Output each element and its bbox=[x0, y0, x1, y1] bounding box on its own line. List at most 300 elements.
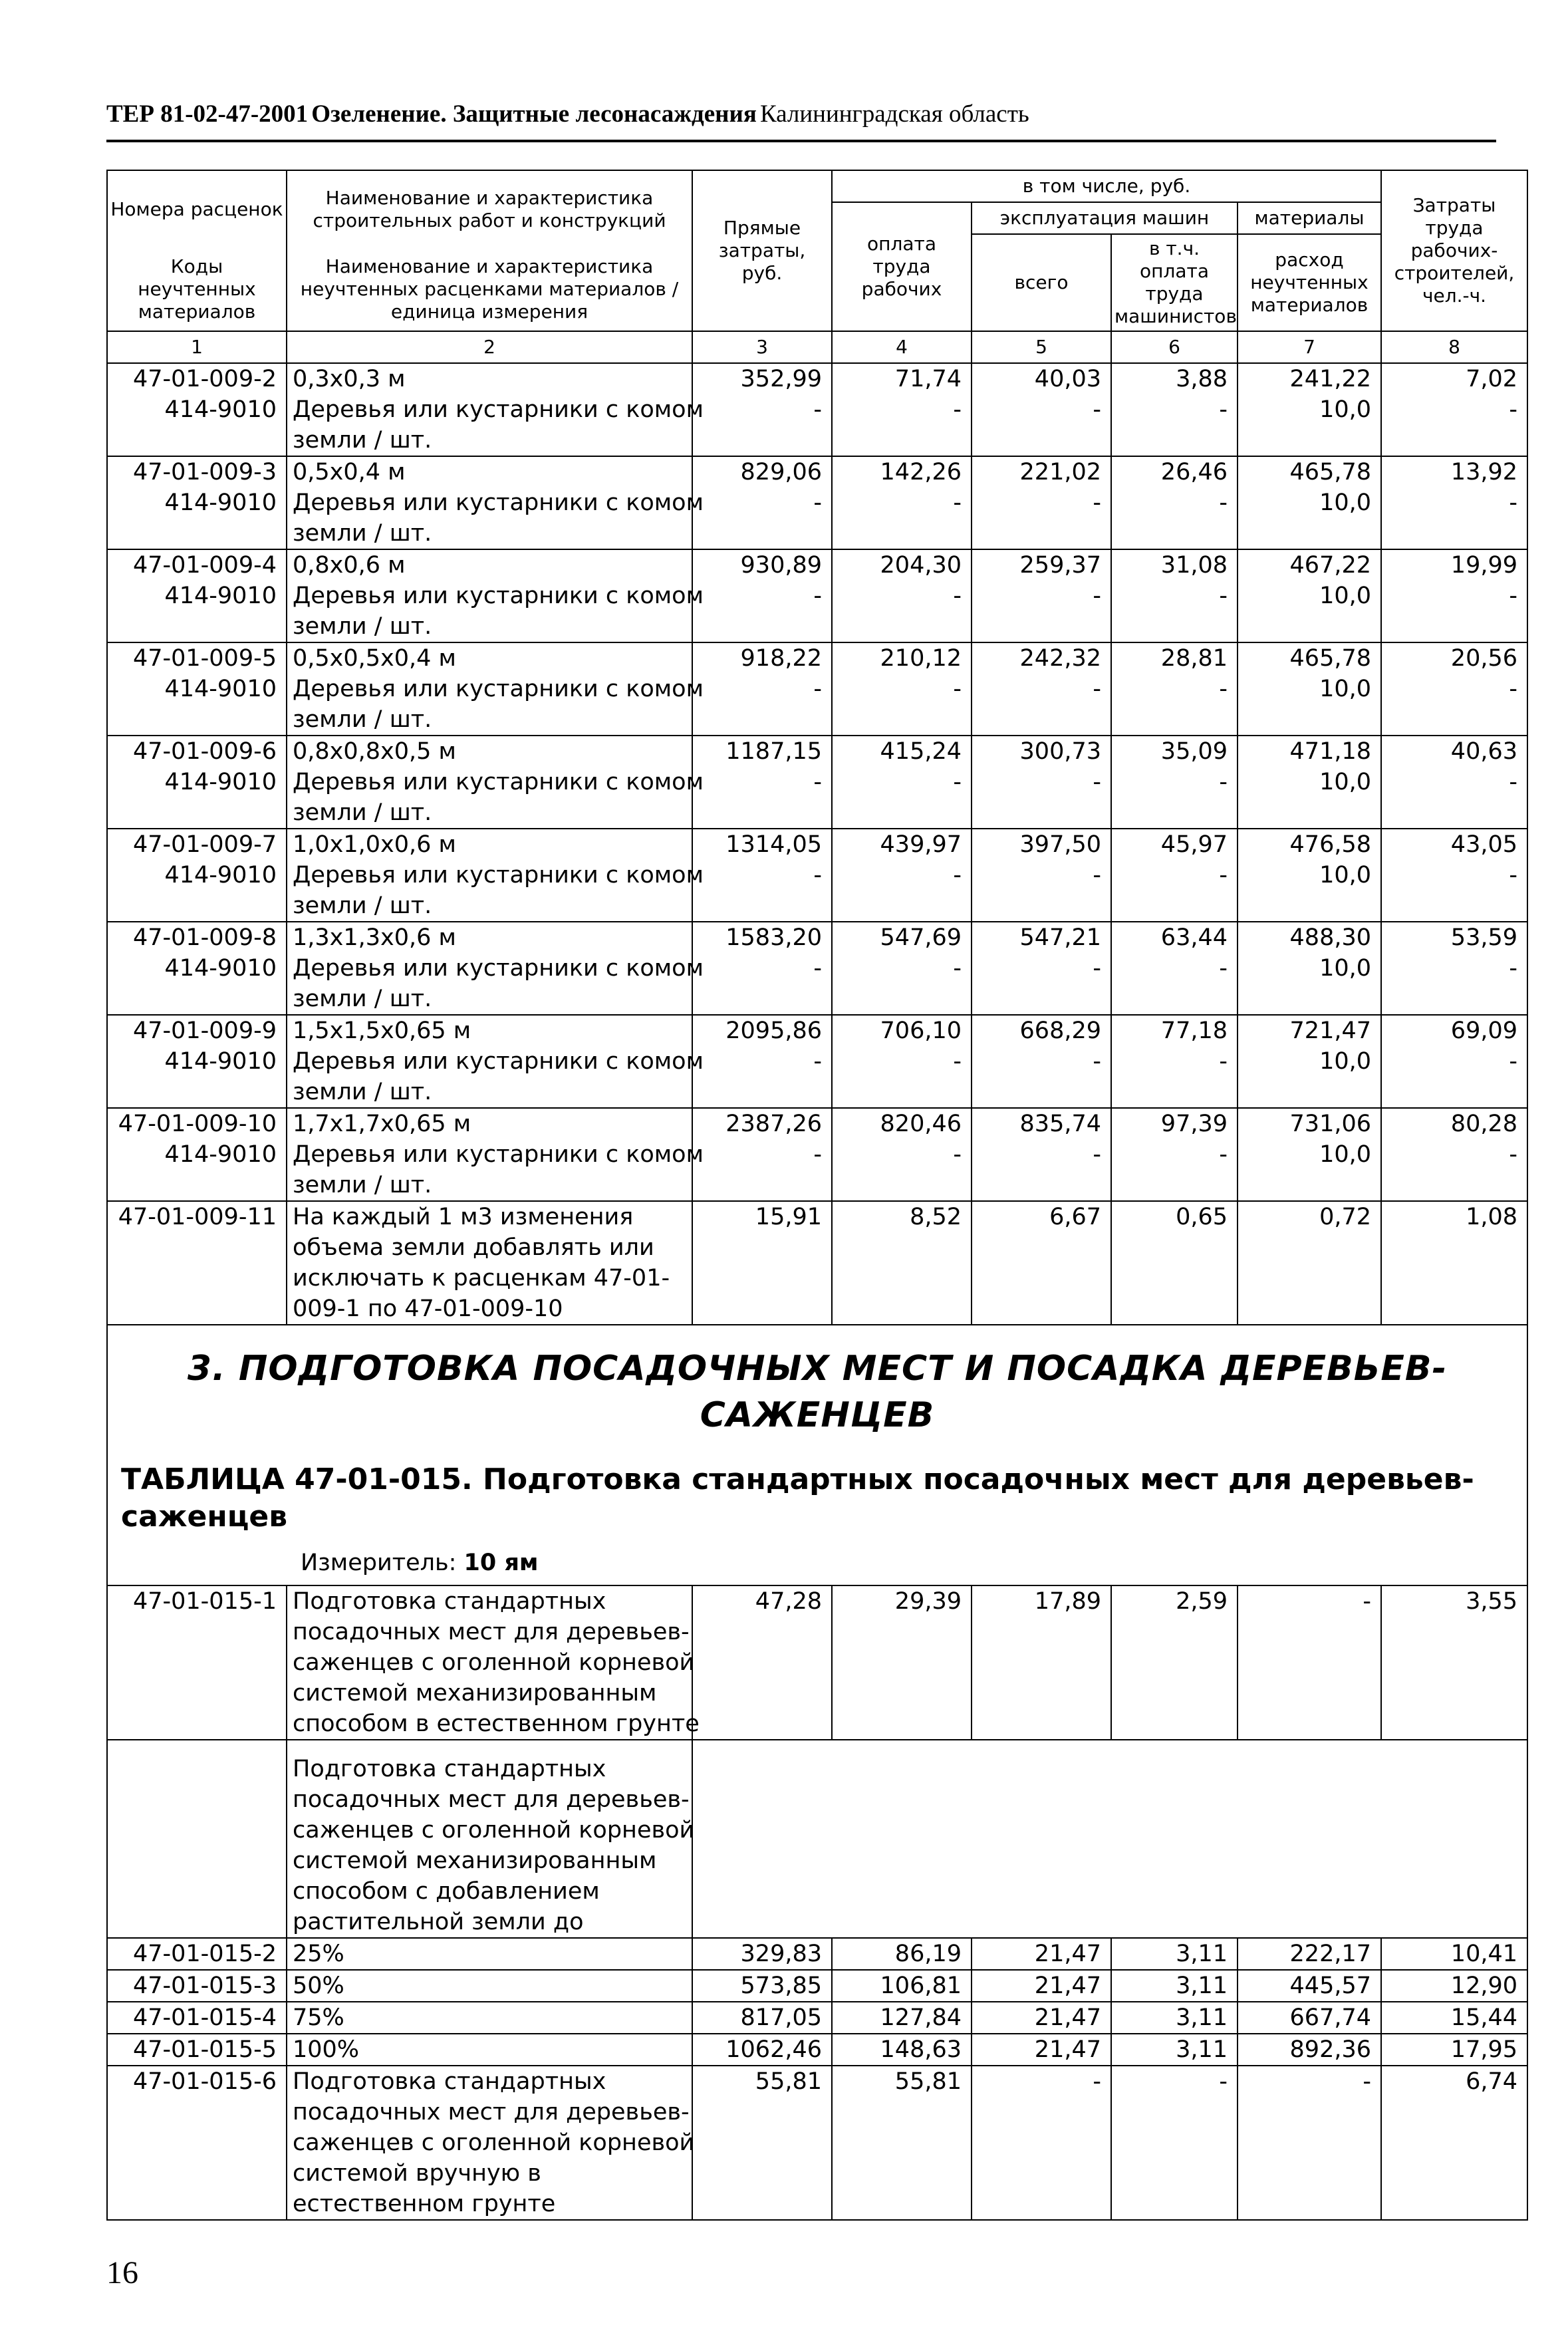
machinist-pay-value: - bbox=[1111, 2066, 1238, 2220]
description-line: саженцев с оголенной корневой bbox=[293, 2129, 695, 2156]
machinist-pay-value-cell bbox=[1111, 549, 1238, 642]
materials-value: 667,74 bbox=[1238, 2002, 1381, 2034]
measure-label: Измеритель: bbox=[301, 1550, 457, 1576]
materials-value-cell bbox=[1238, 549, 1381, 642]
dash-value: - bbox=[1219, 583, 1228, 609]
materials-value: 721,47 bbox=[1289, 1018, 1371, 1044]
description-line: Подготовка стандартных bbox=[293, 2068, 606, 2095]
dash-value: - bbox=[953, 769, 962, 795]
labor-pay-value-cell bbox=[832, 1108, 972, 1201]
material-name: Деревья или кустарники с комом bbox=[293, 489, 704, 516]
direct-costs-value-cell bbox=[692, 922, 832, 1015]
material-unit: земли / шт. bbox=[293, 1172, 432, 1198]
materials-value-cell bbox=[1238, 642, 1381, 736]
dash-value: - bbox=[1093, 583, 1101, 609]
direct-costs-value: 2387,26 bbox=[725, 1111, 822, 1137]
machine-total-value: 547,21 bbox=[1019, 924, 1101, 951]
machine-total-value-cell bbox=[972, 736, 1111, 829]
machine-total-value: 259,37 bbox=[1019, 552, 1101, 579]
col-num-1: 1 bbox=[107, 331, 287, 363]
dash-value: - bbox=[813, 396, 822, 423]
labor-costs-value: 40,63 bbox=[1450, 738, 1517, 765]
materials-value-cell bbox=[1238, 1015, 1381, 1108]
machinist-pay-value-cell bbox=[1111, 1015, 1238, 1108]
machinist-pay-value: 97,39 bbox=[1160, 1111, 1228, 1137]
labor-pay-value: 415,24 bbox=[880, 738, 962, 765]
labor-costs-value: 7,02 bbox=[1466, 366, 1517, 392]
dash-value: - bbox=[1093, 769, 1101, 795]
labor-pay-value: 142,26 bbox=[880, 459, 962, 485]
machinist-pay-value: 28,81 bbox=[1160, 645, 1228, 672]
empty-code-cell bbox=[107, 1740, 287, 1938]
material-unit: земли / шт. bbox=[293, 799, 432, 826]
dash-value: - bbox=[1093, 862, 1101, 889]
rate-code-cell bbox=[107, 736, 287, 829]
description-line: растительной земли до bbox=[293, 1909, 584, 1935]
dash-value: - bbox=[1509, 955, 1517, 982]
table-row bbox=[107, 363, 1527, 456]
labor-costs-value: 12,90 bbox=[1381, 1970, 1527, 2002]
dash-value: - bbox=[1509, 676, 1517, 702]
dash-value: - bbox=[1509, 1141, 1517, 1168]
direct-costs-value: 47,28 bbox=[692, 1585, 832, 1740]
machine-total-value-cell bbox=[972, 549, 1111, 642]
direct-costs-value: 930,89 bbox=[740, 552, 822, 579]
machine-total-value: 242,32 bbox=[1019, 645, 1101, 672]
materials-value: 241,22 bbox=[1289, 366, 1371, 392]
labor-costs-value-cell bbox=[1381, 922, 1527, 1015]
rate-description bbox=[287, 1108, 704, 1201]
measure-unit bbox=[121, 1548, 1513, 1578]
table-row bbox=[107, 1585, 1527, 1740]
rate-size: 1,3x1,3x0,6 м bbox=[293, 924, 456, 951]
labor-costs-value-cell bbox=[1381, 549, 1527, 642]
machinist-pay-value-cell bbox=[1111, 829, 1238, 922]
dash-value: - bbox=[953, 489, 962, 516]
labor-pay-value: 127,84 bbox=[832, 2002, 972, 2034]
rate-code-cell bbox=[107, 829, 287, 922]
rate-code: 47-01-009-6 bbox=[132, 738, 277, 765]
machinist-pay-value-cell bbox=[1111, 1108, 1238, 1201]
machinist-pay-value: 35,09 bbox=[1160, 738, 1228, 765]
description-line: саженцев с оголенной корневой bbox=[293, 1649, 695, 1676]
row-009-11-body bbox=[107, 1201, 1527, 1938]
rate-size: 1,0x1,0x0,6 м bbox=[293, 831, 456, 858]
description-line: способом с добавлением bbox=[293, 1878, 600, 1905]
dash-value: - bbox=[953, 583, 962, 609]
materials-value-cell bbox=[1238, 829, 1381, 922]
machine-total-value: 21,47 bbox=[972, 2002, 1111, 2034]
material-consumption-value: 10,0 bbox=[1319, 676, 1371, 702]
dash-value: - bbox=[1509, 769, 1517, 795]
rate-description bbox=[287, 736, 704, 829]
rate-code: 47-01-015-5 bbox=[107, 2034, 287, 2066]
column-numbers-row bbox=[107, 331, 1527, 363]
dash-value: - bbox=[1093, 955, 1101, 982]
material-consumption-value: 10,0 bbox=[1319, 1141, 1371, 1168]
materials-value: 892,36 bbox=[1238, 2034, 1381, 2066]
table-row bbox=[107, 2002, 1527, 2034]
materials-value-cell bbox=[1238, 1108, 1381, 1201]
direct-costs-value: 918,22 bbox=[740, 645, 822, 672]
labor-pay-value: 706,10 bbox=[880, 1018, 962, 1044]
direct-costs-value: 15,91 bbox=[692, 1201, 832, 1325]
labor-costs-value-cell bbox=[1381, 642, 1527, 736]
material-unit: земли / шт. bbox=[293, 892, 432, 919]
dash-value: - bbox=[1219, 769, 1228, 795]
material-unit: земли / шт. bbox=[293, 1079, 432, 1105]
material-unit: земли / шт. bbox=[293, 706, 432, 733]
labor-costs-value: 15,44 bbox=[1381, 2002, 1527, 2034]
doc-region: Калининградская область bbox=[759, 100, 1029, 128]
rate-description bbox=[287, 1201, 692, 1325]
dash-value: - bbox=[813, 583, 822, 609]
labor-pay-value: 820,46 bbox=[880, 1111, 962, 1137]
rate-description bbox=[287, 549, 704, 642]
rate-code: 47-01-009-5 bbox=[132, 645, 277, 672]
rate-code: 47-01-009-9 bbox=[132, 1018, 277, 1044]
description-line: естественном грунте bbox=[293, 2191, 556, 2217]
head-name-materials: Наименование и характеристика неучтенных расценками материалов / единица измерения bbox=[287, 247, 692, 331]
machine-total-value: 21,47 bbox=[972, 2034, 1111, 2066]
description-line: системой вручную в bbox=[293, 2160, 541, 2187]
materials-value: 731,06 bbox=[1289, 1111, 1371, 1137]
direct-costs-value: 573,85 bbox=[692, 1970, 832, 2002]
description-line: Подготовка стандартных bbox=[293, 1756, 606, 1782]
machine-total-value-cell bbox=[972, 829, 1111, 922]
rate-code: 47-01-015-1 bbox=[107, 1585, 287, 1740]
labor-costs-value-cell bbox=[1381, 1108, 1527, 1201]
direct-costs-value: 1062,46 bbox=[692, 2034, 832, 2066]
percent-label: 50% bbox=[287, 1970, 692, 2002]
dash-value: - bbox=[1093, 676, 1101, 702]
labor-pay-value: 86,19 bbox=[832, 1938, 972, 1970]
dash-value: - bbox=[1219, 489, 1228, 516]
material-name: Деревья или кустарники с комом bbox=[293, 1141, 704, 1168]
dash-value: - bbox=[1219, 1141, 1228, 1168]
labor-pay-value: 8,52 bbox=[832, 1201, 972, 1325]
labor-costs-value: 53,59 bbox=[1450, 924, 1517, 951]
labor-pay-value: 204,30 bbox=[880, 552, 962, 579]
direct-costs-value: 829,06 bbox=[740, 459, 822, 485]
materials-value: 465,78 bbox=[1289, 645, 1371, 672]
machine-total-value: 17,89 bbox=[972, 1585, 1111, 1740]
machinist-pay-value: 3,11 bbox=[1111, 1938, 1238, 1970]
machine-total-value: 21,47 bbox=[972, 1970, 1111, 2002]
percent-label: 100% bbox=[287, 2034, 692, 2066]
material-code: 414-9010 bbox=[164, 769, 277, 795]
labor-pay-value-cell bbox=[832, 922, 972, 1015]
materials-value: 445,57 bbox=[1238, 1970, 1381, 2002]
head-total: всего bbox=[972, 234, 1111, 331]
labor-pay-value-cell bbox=[832, 736, 972, 829]
material-name: Деревья или кустарники с комом bbox=[293, 1048, 704, 1075]
dash-value: - bbox=[813, 955, 822, 982]
labor-costs-value-cell bbox=[1381, 456, 1527, 549]
rate-code: 47-01-015-4 bbox=[107, 2002, 287, 2034]
rate-code-cell bbox=[107, 1108, 287, 1201]
direct-costs-value: 329,83 bbox=[692, 1938, 832, 1970]
rate-size: 0,5x0,5x0,4 м bbox=[293, 645, 456, 672]
measure-value: 10 ям bbox=[463, 1550, 539, 1576]
labor-pay-value: 55,81 bbox=[832, 2066, 972, 2220]
rate-code: 47-01-009-4 bbox=[132, 552, 277, 579]
rate-code: 47-01-015-6 bbox=[107, 2066, 287, 2220]
rate-code: 47-01-009-11 bbox=[107, 1201, 287, 1325]
dash-value: - bbox=[953, 862, 962, 889]
machinist-pay-value: 31,08 bbox=[1160, 552, 1228, 579]
description-line: исключать к расценкам 47-01- bbox=[293, 1265, 670, 1292]
labor-pay-value-cell bbox=[832, 456, 972, 549]
section-row bbox=[107, 1325, 1527, 1585]
material-name: Деревья или кустарники с комом bbox=[293, 955, 704, 982]
machinist-pay-value: 45,97 bbox=[1160, 831, 1228, 858]
description-line: саженцев с оголенной корневой bbox=[293, 1817, 695, 1844]
page-header bbox=[106, 100, 1496, 142]
rates-body bbox=[107, 363, 1527, 1201]
labor-costs-value: 13,92 bbox=[1450, 459, 1517, 485]
dash-value: - bbox=[1093, 1048, 1101, 1075]
table-row bbox=[107, 829, 1527, 922]
rate-code: 47-01-009-7 bbox=[132, 831, 277, 858]
head-machine-ops: эксплуатация машин bbox=[972, 202, 1238, 234]
description-line: способом в естественном грунте bbox=[293, 1711, 700, 1737]
table-row bbox=[107, 1970, 1527, 2002]
labor-pay-value-cell bbox=[832, 829, 972, 922]
head-direct-costs: Прямые затраты, руб. bbox=[692, 170, 832, 331]
machine-total-value: 21,47 bbox=[972, 1938, 1111, 1970]
rate-size: 0,8x0,6 м bbox=[293, 552, 406, 579]
direct-costs-value-cell bbox=[692, 549, 832, 642]
materials-value: 222,17 bbox=[1238, 1938, 1381, 1970]
percent-label: 25% bbox=[287, 1938, 692, 1970]
labor-costs-value: 10,41 bbox=[1381, 1938, 1527, 1970]
material-code: 414-9010 bbox=[164, 676, 277, 702]
machine-total-value: 300,73 bbox=[1019, 738, 1101, 765]
rate-size: 1,7x1,7x0,65 м bbox=[293, 1111, 471, 1137]
material-code: 414-9010 bbox=[164, 583, 277, 609]
table-row bbox=[107, 2034, 1527, 2066]
direct-costs-value-cell bbox=[692, 829, 832, 922]
direct-costs-value: 817,05 bbox=[692, 2002, 832, 2034]
rates-table bbox=[106, 170, 1528, 2221]
machine-total-value-cell bbox=[972, 642, 1111, 736]
labor-costs-value: 1,08 bbox=[1381, 1201, 1527, 1325]
labor-costs-value: 80,28 bbox=[1450, 1111, 1517, 1137]
table-row bbox=[107, 549, 1527, 642]
machinist-pay-value-cell bbox=[1111, 456, 1238, 549]
material-consumption-value: 10,0 bbox=[1319, 1048, 1371, 1075]
table-row bbox=[107, 456, 1527, 549]
empty-values-cell bbox=[692, 1740, 1527, 1938]
labor-pay-value-cell bbox=[832, 363, 972, 456]
col-num-4: 4 bbox=[832, 331, 972, 363]
head-materials: материалы bbox=[1238, 202, 1381, 234]
table-row bbox=[107, 1201, 1527, 1325]
machine-total-value-cell bbox=[972, 363, 1111, 456]
material-code: 414-9010 bbox=[164, 862, 277, 889]
head-incl: в том числе, руб. bbox=[832, 170, 1381, 202]
labor-costs-value: 19,99 bbox=[1450, 552, 1517, 579]
rate-description bbox=[287, 2066, 695, 2220]
machine-total-value: 221,02 bbox=[1019, 459, 1101, 485]
rate-size: 0,5x0,4 м bbox=[293, 459, 406, 485]
dash-value: - bbox=[1219, 396, 1228, 423]
doc-title: Озеленение. Защитные лесонасаждения bbox=[311, 100, 757, 128]
material-unit: земли / шт. bbox=[293, 613, 432, 640]
page-number: 16 bbox=[106, 2255, 138, 2290]
description-line: На каждый 1 м3 изменения bbox=[293, 1204, 634, 1230]
dash-value: - bbox=[1093, 489, 1101, 516]
description-line: объема земли добавлять или bbox=[293, 1234, 654, 1261]
rate-description bbox=[287, 642, 704, 736]
material-name: Деревья или кустарники с комом bbox=[293, 769, 704, 795]
machine-total-value: 668,29 bbox=[1019, 1018, 1101, 1044]
dash-value: - bbox=[1509, 862, 1517, 889]
table-row bbox=[107, 736, 1527, 829]
rate-description bbox=[287, 456, 704, 549]
group-description bbox=[287, 1740, 695, 1938]
machinist-pay-value: 3,11 bbox=[1111, 2002, 1238, 2034]
group-header-row bbox=[107, 1740, 1527, 1938]
labor-costs-value-cell bbox=[1381, 1015, 1527, 1108]
direct-costs-value-cell bbox=[692, 642, 832, 736]
material-code: 414-9010 bbox=[164, 1048, 277, 1075]
direct-costs-value: 1314,05 bbox=[725, 831, 822, 858]
material-consumption-value: 10,0 bbox=[1319, 862, 1371, 889]
labor-pay-value: 29,39 bbox=[832, 1585, 972, 1740]
table-head bbox=[107, 170, 1527, 363]
machine-total-value-cell bbox=[972, 1108, 1111, 1201]
direct-costs-value-cell bbox=[692, 363, 832, 456]
section-title: 3. ПОДГОТОВКА ПОСАДОЧНЫХ МЕСТ И ПОСАДКА ДЕРЕВЬЕВ-САЖЕНЦЕВ bbox=[187, 1349, 1448, 1435]
labor-pay-value: 439,97 bbox=[880, 831, 962, 858]
machine-total-value: 835,74 bbox=[1019, 1111, 1101, 1137]
rate-size: 0,8x0,8x0,5 м bbox=[293, 738, 456, 765]
machinist-pay-value: 63,44 bbox=[1160, 924, 1228, 951]
material-unit: земли / шт. bbox=[293, 986, 432, 1012]
labor-pay-value-cell bbox=[832, 549, 972, 642]
dash-value: - bbox=[813, 1048, 822, 1075]
machine-total-value: 6,67 bbox=[972, 1201, 1111, 1325]
machine-total-value-cell bbox=[972, 922, 1111, 1015]
head-labor-pay: оплата труда рабочих bbox=[832, 202, 972, 331]
direct-costs-value: 352,99 bbox=[740, 366, 822, 392]
rate-code-cell bbox=[107, 456, 287, 549]
head-rate-numbers: Номера расценок bbox=[107, 170, 287, 247]
machinist-pay-value: 77,18 bbox=[1160, 1018, 1228, 1044]
material-code: 414-9010 bbox=[164, 396, 277, 423]
machinist-pay-value: 2,59 bbox=[1111, 1585, 1238, 1740]
description-line: посадочных мест для деревьев- bbox=[293, 2099, 690, 2125]
materials-value: - bbox=[1238, 1585, 1381, 1740]
machinist-pay-value-cell bbox=[1111, 922, 1238, 1015]
materials-value-cell bbox=[1238, 736, 1381, 829]
col-num-5: 5 bbox=[972, 331, 1111, 363]
col-num-6: 6 bbox=[1111, 331, 1238, 363]
materials-value-cell bbox=[1238, 922, 1381, 1015]
rate-code: 47-01-015-2 bbox=[107, 1938, 287, 1970]
percent-rows-body bbox=[107, 1938, 1527, 2066]
machine-total-value-cell bbox=[972, 1015, 1111, 1108]
labor-costs-value-cell bbox=[1381, 829, 1527, 922]
dash-value: - bbox=[813, 862, 822, 889]
rate-code-cell bbox=[107, 1015, 287, 1108]
dash-value: - bbox=[953, 1141, 962, 1168]
col-num-7: 7 bbox=[1238, 331, 1381, 363]
dash-value: - bbox=[1509, 1048, 1517, 1075]
labor-pay-value: 106,81 bbox=[832, 1970, 972, 2002]
rate-code: 47-01-009-8 bbox=[132, 924, 277, 951]
materials-value: - bbox=[1238, 2066, 1381, 2220]
machine-total-value: - bbox=[972, 2066, 1111, 2220]
labor-pay-value-cell bbox=[832, 1015, 972, 1108]
labor-pay-value: 148,63 bbox=[832, 2034, 972, 2066]
dash-value: - bbox=[1219, 1048, 1228, 1075]
machinist-pay-value-cell bbox=[1111, 363, 1238, 456]
machinist-pay-value-cell bbox=[1111, 736, 1238, 829]
section-cell bbox=[107, 1325, 1527, 1585]
material-code: 414-9010 bbox=[164, 955, 277, 982]
table-row bbox=[107, 922, 1527, 1015]
labor-pay-value: 547,69 bbox=[880, 924, 962, 951]
dash-value: - bbox=[813, 489, 822, 516]
labor-costs-value: 6,74 bbox=[1381, 2066, 1527, 2220]
table-row bbox=[107, 1108, 1527, 1201]
material-code: 414-9010 bbox=[164, 489, 277, 516]
material-consumption-value: 10,0 bbox=[1319, 955, 1371, 982]
labor-costs-value: 17,95 bbox=[1381, 2034, 1527, 2066]
row-015-6-body bbox=[107, 2066, 1527, 2220]
dash-value: - bbox=[1509, 396, 1517, 423]
material-consumption-value: 10,0 bbox=[1319, 396, 1371, 423]
dash-value: - bbox=[1219, 862, 1228, 889]
dash-value: - bbox=[953, 396, 962, 423]
direct-costs-value: 2095,86 bbox=[725, 1018, 822, 1044]
labor-costs-value: 43,05 bbox=[1450, 831, 1517, 858]
machinist-pay-value-cell bbox=[1111, 642, 1238, 736]
rate-description bbox=[287, 363, 704, 456]
table-row bbox=[107, 1015, 1527, 1108]
col-num-8: 8 bbox=[1381, 331, 1527, 363]
direct-costs-value-cell bbox=[692, 1015, 832, 1108]
rate-code: 47-01-009-2 bbox=[132, 366, 277, 392]
col-num-2: 2 bbox=[287, 331, 692, 363]
machinist-pay-value: 3,11 bbox=[1111, 2034, 1238, 2066]
rate-description bbox=[287, 1015, 704, 1108]
rate-code-cell bbox=[107, 363, 287, 456]
materials-value-cell bbox=[1238, 456, 1381, 549]
percent-label: 75% bbox=[287, 2002, 692, 2034]
materials-value: 467,22 bbox=[1289, 552, 1371, 579]
labor-costs-value: 3,55 bbox=[1381, 1585, 1527, 1740]
material-consumption-value: 10,0 bbox=[1319, 489, 1371, 516]
rate-code-cell bbox=[107, 549, 287, 642]
material-consumption-value: 10,0 bbox=[1319, 769, 1371, 795]
rate-size: 0,3x0,3 м bbox=[293, 366, 406, 392]
direct-costs-value: 1187,15 bbox=[725, 738, 822, 765]
description-line: 009-1 по 47-01-009-10 bbox=[293, 1296, 563, 1322]
direct-costs-value: 55,81 bbox=[692, 2066, 832, 2220]
head-incl-machinist: в т.ч. оплата труда машинистов bbox=[1111, 234, 1238, 331]
material-code: 414-9010 bbox=[164, 1141, 277, 1168]
machinist-pay-value: 3,11 bbox=[1111, 1970, 1238, 2002]
head-name: Наименование и характеристика строительных работ и конструкций bbox=[287, 170, 692, 247]
direct-costs-value-cell bbox=[692, 736, 832, 829]
dash-value: - bbox=[813, 676, 822, 702]
materials-value: 471,18 bbox=[1289, 738, 1371, 765]
dash-value: - bbox=[1219, 955, 1228, 982]
